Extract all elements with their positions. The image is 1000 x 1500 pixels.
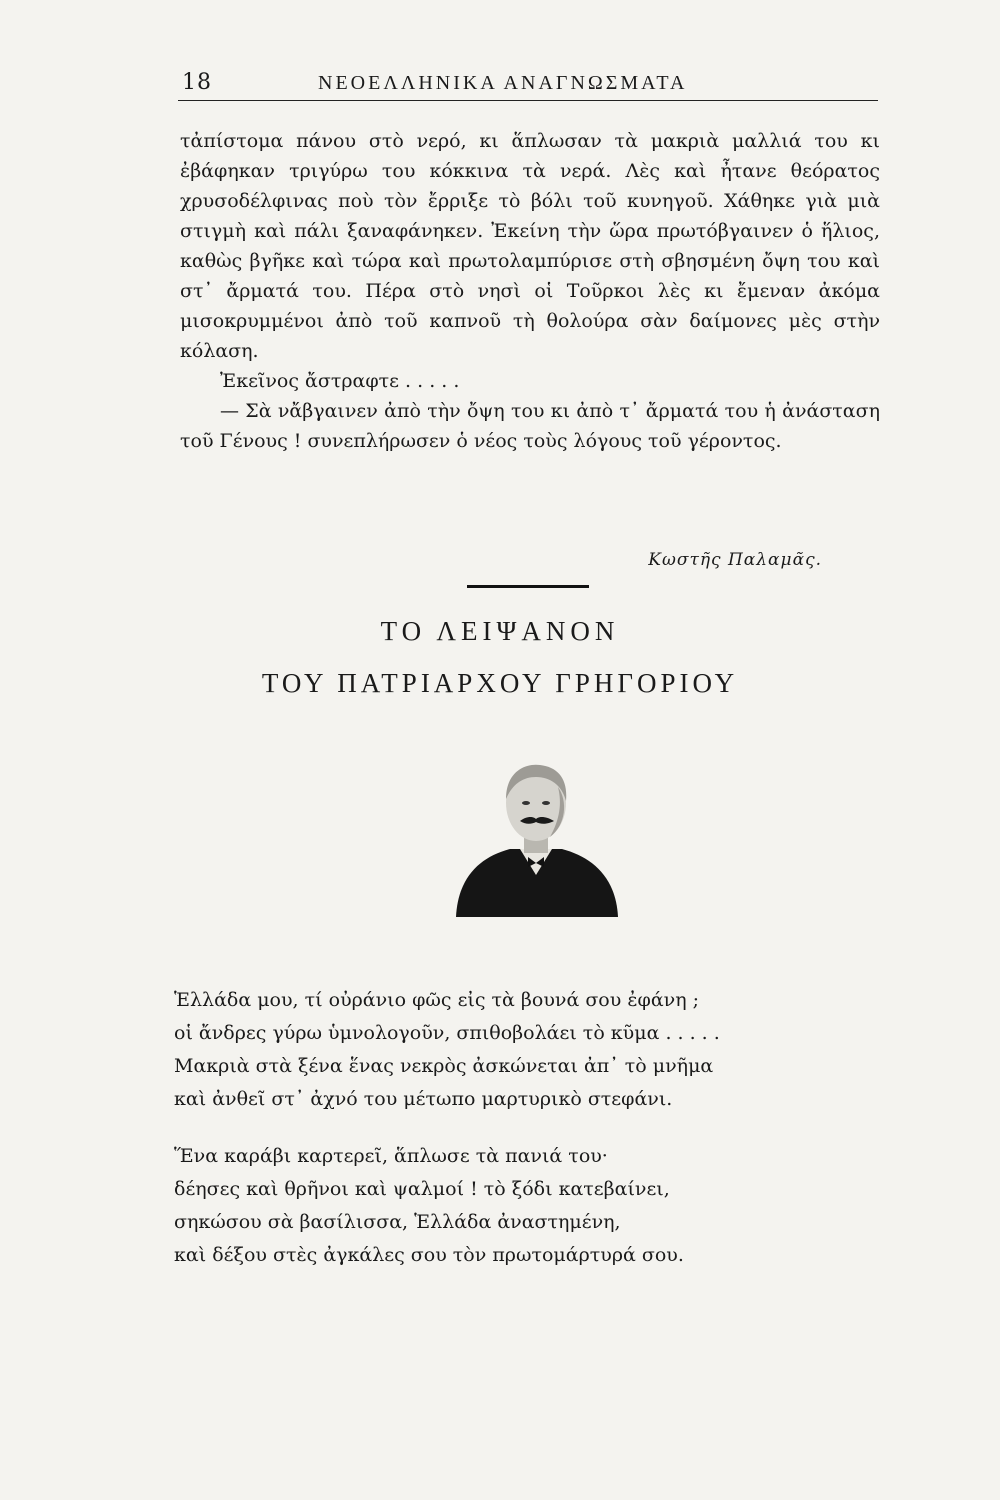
poem [174, 984, 834, 1272]
page-number: 18 [182, 70, 212, 95]
author-signature: Κωστῆς Παλαμᾶς. [648, 550, 822, 570]
poem-stanza-2 [174, 1140, 834, 1272]
poem-line: Ἕνα καράβι καρτερεῖ, ἅπλωσε τὰ πανιά του· [174, 1145, 608, 1167]
section-title-line-1: ΤΟ ΛΕΙΨΑΝΟΝ [380, 616, 620, 646]
prose-paragraph: — Σὰ νἄβγαινεν ἀπὸ τὴν ὄψη του κι ἀπὸ τ᾽ ἄρματά του ἡ ἀνάσταση τοῦ Γένους ! συνεπλήρωσεν ὁ νέος τοὺς λόγους τοῦ γέροντος. [180, 400, 880, 452]
poem-stanza-1 [174, 984, 834, 1116]
poem-line: οἱ ἄνδρες γύρω ὑμνολογοῦν, σπιθοβολάει τὸ κῦμα . . . . . [174, 1022, 720, 1044]
prose-paragraph: τἀπίστομα πάνου στὸ νερό, κι ἅπλωσαν τὰ μακριὰ μαλλιά του κι ἐβάφηκαν τριγύρω του κόκκινα τὰ νερά. Λὲς καὶ ἦτανε θεόρατος χρυσοδέλφινας ποὺ τὸν ἔρριξε τὸ βόλι τοῦ κυνηγοῦ. Χάθηκε γιὰ μιὰ στιγμὴ καὶ πάλι ξαναφάνηκεν. Ἐκείνη τὴν ὥρα πρωτόβγαινεν ὁ ἥλιος, καθὼς βγῆκε καὶ τώρα καὶ πρωτολαμπύρισε στὴ σβησμένη ὄψη του καὶ στ᾽ ἄρματά του. Πέρα στὸ νησὶ οἱ Τοῦρκοι λὲς κι ἔμεναν ἀκόμα μισοκρυμμένοι ἀπὸ τοῦ καπνοῦ τὴ θολούρα σὰν δαίμονες μὲς στὴν κόλαση. [180, 130, 880, 362]
portrait-engraving-icon [450, 757, 622, 917]
section-title-line-2: ΤΟΥ ΠΑΤΡΙΑΡΧΟΥ ΓΡΗΓΟΡΙΟΥ [261, 668, 739, 698]
portrait-eye [542, 801, 550, 805]
poem-line: σηκώσου σὰ βασίλισσα, Ἑλλάδα ἀναστημένη, [174, 1211, 621, 1233]
running-title: ΝΕΟΕΛΛΗΝΙΚΑ ΑΝΑΓΝΩΣΜΑΤΑ [318, 72, 688, 94]
prose-text [180, 126, 880, 456]
poem-line: δέησες καὶ θρῆνοι καὶ ψαλμοί ! τὸ ξόδι κατεβαίνει, [174, 1178, 670, 1200]
prose-paragraph: Ἐκεῖνος ἄστραφτε . . . . . [220, 370, 460, 392]
poem-line: Ἑλλάδα μου, τί οὐράνιο φῶς εἰς τὰ βουνά σου ἐφάνη ; [174, 989, 700, 1011]
section-divider [467, 585, 589, 588]
poem-line: καὶ ἀνθεῖ στ᾽ ἀχνό του μέτωπο μαρτυρικὸ στεφάνι. [174, 1088, 673, 1110]
portrait-eye [522, 801, 530, 805]
poem-line: καὶ δέξου στὲς ἀγκάλες σου τὸν πρωτομάρτυρά σου. [174, 1244, 684, 1266]
poem-line: Μακριὰ στὰ ξένα ἕνας νεκρὸς ἀσκώνεται ἀπ᾽ τὸ μνῆμα [174, 1055, 714, 1077]
page-header [178, 66, 878, 101]
